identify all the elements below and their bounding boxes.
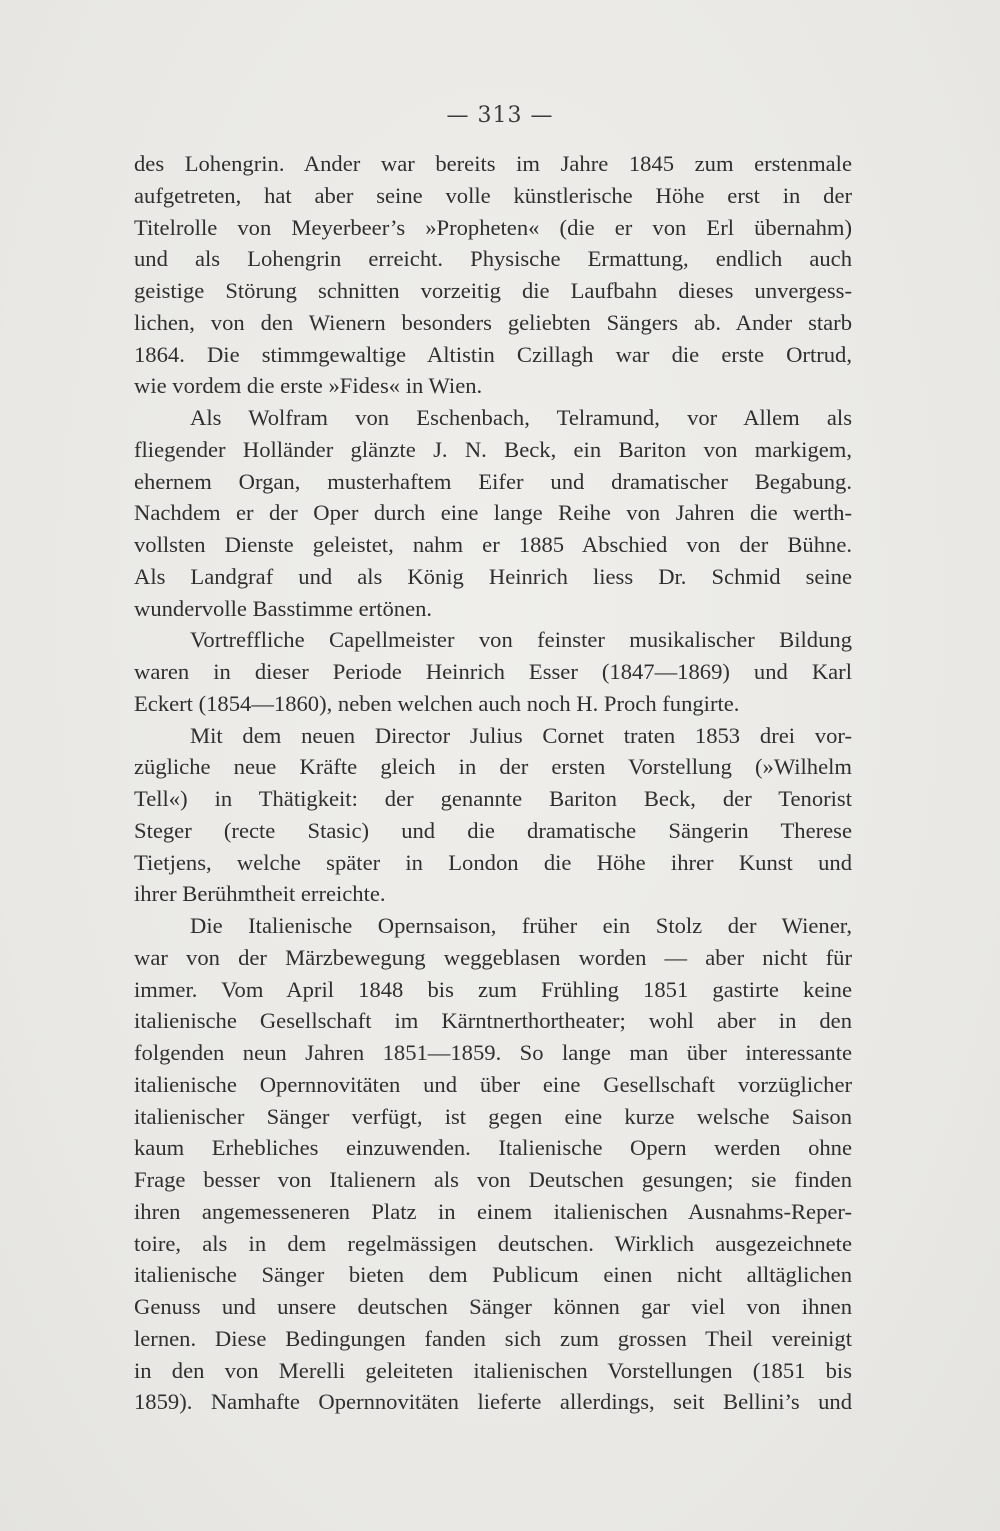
text-line: Frage besser von Italienern als von Deutschen gesungen; sie finden <box>134 1167 852 1192</box>
text-line: Titelrolle von Meyerbeer’s »Propheten« (die er von Erl übernahm) <box>134 214 852 240</box>
text-line: Tell«) in Thätigkeit: der genannte Bariton Beck, der Tenorist <box>134 786 852 811</box>
text-line: zügliche neue Kräfte gleich in der ersten Vorstellung (»Wilhelm <box>134 754 852 780</box>
text-line: in den von Merelli geleiteten italienischen Vorstellungen (1851 bis <box>134 1357 852 1383</box>
text-line: folgenden neun Jahren 1851—1859. So lange man über interessante <box>134 1040 852 1065</box>
text-line: aufgetreten, hat aber seine volle künstlerische Höhe erst in der <box>134 182 852 208</box>
text-line: lernen. Diese Bedingungen fanden sich zum grossen Theil vereinigt <box>134 1325 852 1351</box>
text-line: des Lohengrin. Ander war bereits im Jahre 1845 zum erstenmale <box>134 151 852 176</box>
text-line: und als Lohengrin erreicht. Physische Ermattung, endlich auch <box>134 246 852 272</box>
text-line: immer. Vom April 1848 bis zum Frühling 1851 gastirte keine <box>134 976 852 1002</box>
text-line: Tietjens, welche später in London die Höhe ihrer Kunst und <box>134 849 852 875</box>
text-line: lichen, von den Wienern besonders geliebten Sängers ab. Ander starb <box>134 309 852 335</box>
text-line: Eckert (1854—1860), neben welchen auch noch H. Proch fungirte. <box>134 690 740 716</box>
text-line: wundervolle Basstimme ertönen. <box>134 595 433 621</box>
text-line: Nachdem er der Oper durch eine lange Reihe von Jahren die werth- <box>134 500 852 526</box>
text-line: italienische Opernnovitäten und über eine Gesellschaft vorzüglicher <box>134 1071 852 1097</box>
text-line: Steger (recte Stasic) und die dramatische Sängerin Therese <box>134 817 852 843</box>
text-line: Vortreffliche Capellmeister von feinster musikalischer Bildung <box>190 627 852 653</box>
text-line: Als Wolfram von Eschenbach, Telramund, vor Allem als <box>190 405 852 430</box>
text-line: Als Landgraf und als König Heinrich liess Dr. Schmid seine <box>134 563 852 589</box>
text-line: wie vordem die erste »Fides« in Wien. <box>134 373 483 399</box>
text-line: geistige Störung schnitten vorzeitig die Laufbahn dieses unvergess- <box>134 278 852 303</box>
text-line: italienischer Sänger verfügt, ist gegen eine kurze welsche Saison <box>134 1103 852 1129</box>
text-line: italienische Gesellschaft im Kärntnerthortheater; wohl aber in den <box>134 1008 852 1034</box>
page-number: — 313 — <box>446 103 554 128</box>
text-line: Mit dem neuen Director Julius Cornet traten 1853 drei vor- <box>190 722 852 748</box>
text-line: Die Italienische Opernsaison, früher ein Stolz der Wiener, <box>190 913 852 938</box>
text-line: vollsten Dienste geleistet, nahm er 1885 Abschied von der Bühne. <box>134 532 852 557</box>
text-line: war von der Märzbewegung weggeblasen worden — aber nicht für <box>134 944 852 970</box>
text-line: ihren angemesseneren Platz in einem italienischen Ausnahms-Reper- <box>134 1198 852 1224</box>
text-line: 1859). Namhafte Opernnovitäten lieferte allerdings, seit Bellini’s und <box>134 1389 852 1415</box>
text-line: ihrer Berühmtheit erreichte. <box>134 881 386 907</box>
text-line: kaum Erhebliches einzuwenden. Italienische Opern werden ohne <box>134 1135 852 1161</box>
text-line: italienische Sänger bieten dem Publicum einen nicht alltäglichen <box>134 1262 852 1288</box>
text-line: Genuss und unsere deutschen Sänger können gar viel von ihnen <box>134 1294 852 1319</box>
body-text <box>134 148 852 1418</box>
text-line: ehernem Organ, musterhaftem Eifer und dramatischer Begabung. <box>134 468 852 494</box>
text-line: toire, als in dem regelmässigen deutschen. Wirklich ausgezeichnete <box>134 1230 852 1256</box>
text-line: fliegender Holländer glänzte J. N. Beck, ein Bariton von markigem, <box>134 436 852 462</box>
text-line: 1864. Die stimmgewaltige Altistin Czillagh war die erste Ortrud, <box>134 341 852 367</box>
text-line: waren in dieser Periode Heinrich Esser (1847—1869) und Karl <box>134 659 852 684</box>
